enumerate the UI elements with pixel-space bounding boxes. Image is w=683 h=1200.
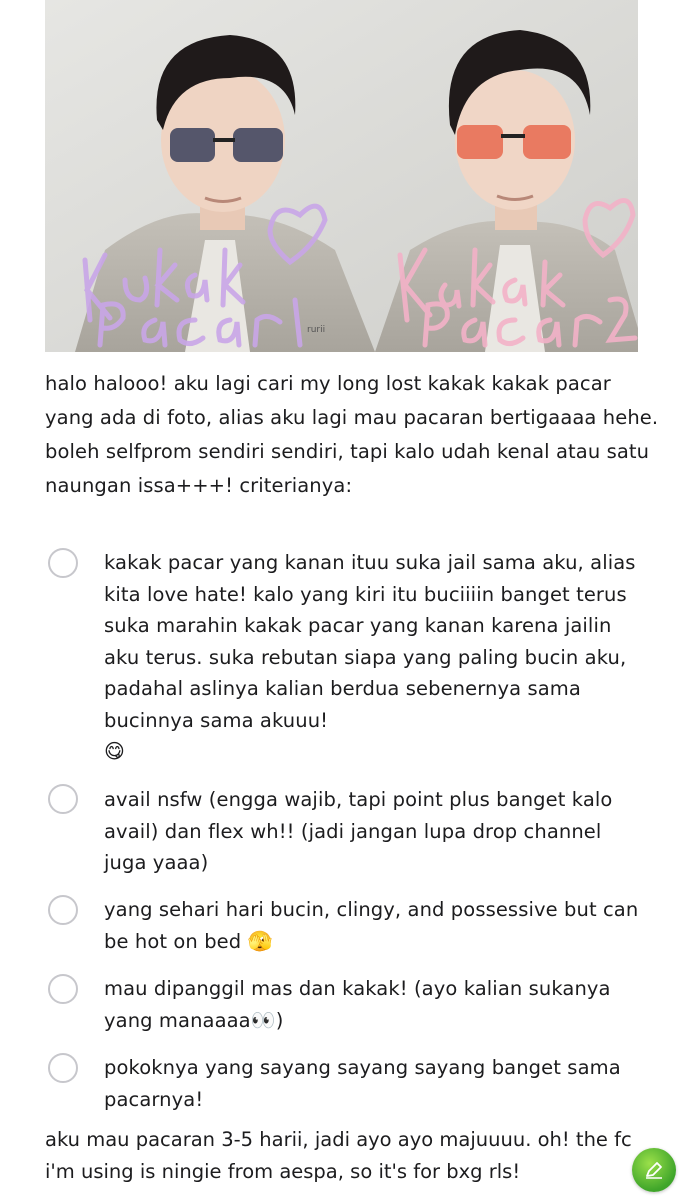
checkbox-circle[interactable] (48, 974, 78, 1004)
checklist-item-text[interactable]: kakak pacar yang kanan ituu suka jail sama aku, alias kita love hate! kalo yang kiri itu buciiiin banget terus suka marahin kakak pacar yang kanan karena jailin aku terus. suka rebutan siapa yang paling bucin aku, padahal aslinya kalian berdua sebenernya sama bucinnya sama akuuu! 😋 (104, 551, 636, 763)
checklist-item-text[interactable]: pokoknya yang sayang sayang sayang banget sama pacarnya! (104, 1056, 621, 1111)
checkbox-circle[interactable] (48, 548, 78, 578)
checklist-item-text[interactable]: avail nsfw (engga wajib, tapi point plus banget kalo avail) dan flex wh!! (jadi jangan lupa drop channel juga yaaa) (104, 788, 613, 874)
note-intro (45, 367, 665, 503)
yum-face-emoji: 😋 (104, 739, 125, 763)
checkbox-circle[interactable] (48, 784, 78, 814)
jacket-tag: rurii (307, 325, 326, 335)
intro-text: halo halooo! aku lagi cari my long lost kakak kakak pacar yang ada di foto, alias aku lagi mau pacaran bertigaaaa hehe. boleh selfprom sendiri sendiri, tapi kalo udah kenal atau satu naungan issa+++! criterianya: (45, 372, 659, 497)
compose-button[interactable] (632, 1148, 676, 1192)
checklist-item-text[interactable]: yang sehari hari bucin, clingy, and possessive but can be hot on bed 🫣 (104, 898, 639, 953)
checkbox-circle[interactable] (48, 895, 78, 925)
checklist-item-text[interactable]: mau dipanggil mas dan kakak! (ayo kalian sukanya yang manaaaa👀) (104, 977, 611, 1032)
eyes-emoji: 👀 (250, 1007, 276, 1032)
checkbox-circle[interactable] (48, 1053, 78, 1083)
peeking-face-emoji: 🫣 (247, 928, 273, 953)
header-photo (45, 0, 638, 352)
footer-text: aku mau pacaran 3-5 harii, jadi ayo ayo majuuuu. oh! the fc i'm using is ningie from aespa, so it's for bxg rls! (45, 1128, 632, 1183)
pen-icon (642, 1158, 666, 1182)
